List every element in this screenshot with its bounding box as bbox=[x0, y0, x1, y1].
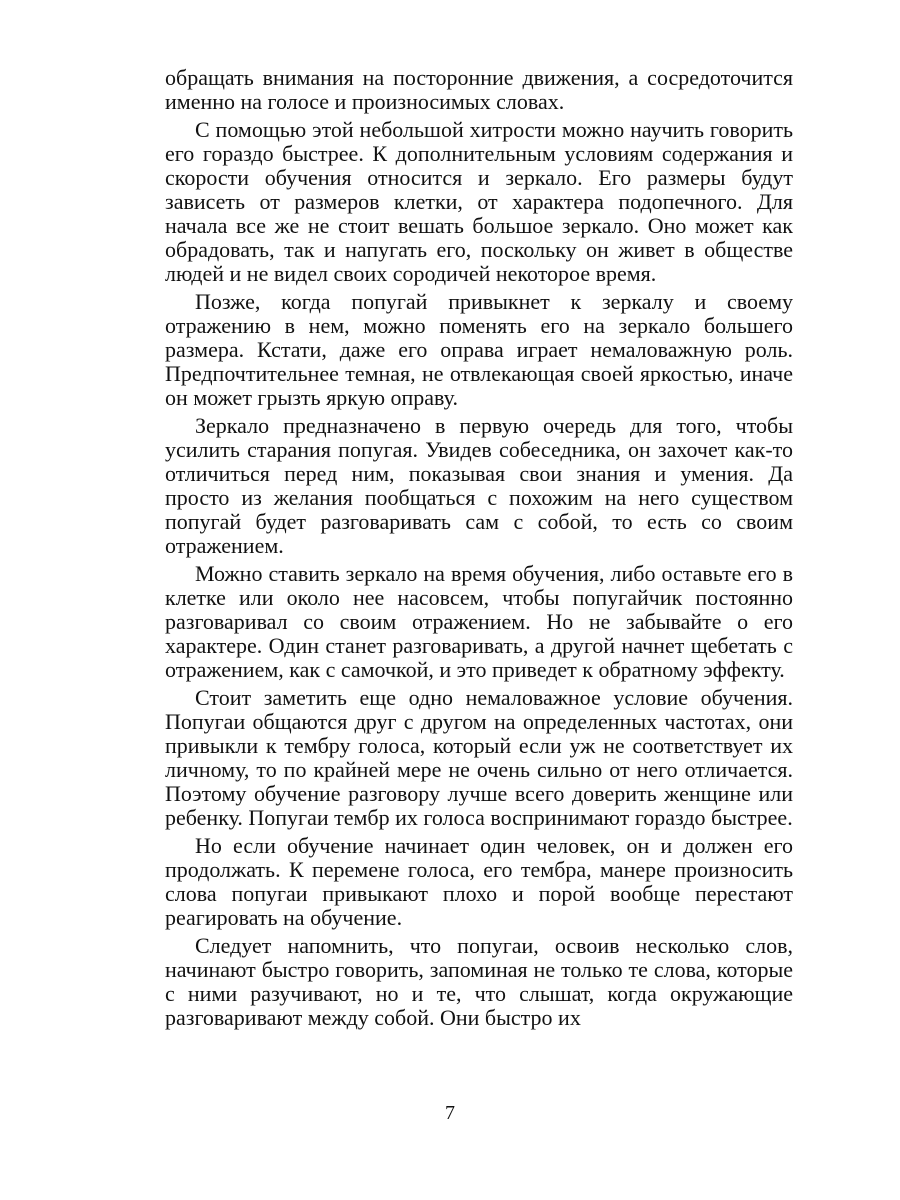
paragraph-6: Стоит заметить еще одно немаловажное условие обучения. Попугаи общаются друг с другом на определенных частотах, они привыкли к тембру голоса, который если уж не соответствует их личному, то по крайней мере не очень сильно от него отличается. Поэтому обучение разговору лучше всего доверить женщине или ребенку. Попугаи тембр их голоса воспринимают гораздо быстрее. bbox=[165, 685, 793, 830]
paragraph-3: Позже, когда попугай привыкнет к зеркалу и своему отражению в нем, можно поменять его на зеркало большего размера. Кстати, даже его оправа играет немаловажную роль. Предпочтительнее темная, не отвлекающая своей яркостью, иначе он может грызть яркую оправу. bbox=[165, 289, 793, 410]
paragraph-1: обращать внимания на посторонние движения, а сосредоточится именно на голосе и произносимых словах. bbox=[165, 65, 793, 114]
paragraph-4: Зеркало предназначено в первую очередь для того, чтобы усилить старания попугая. Увидев собеседника, он захочет как-то отличиться перед ним, показывая свои знания и умения. Да просто из желания пообщаться с похожим на него существом попугай будет разговаривать сам с собой, то есть со своим отражением. bbox=[165, 413, 793, 558]
page-number: 7 bbox=[445, 1102, 455, 1124]
paragraph-5: Можно ставить зеркало на время обучения, либо оставьте его в клетке или около нее насовсем, чтобы попугайчик постоянно разговаривал со своим отражением. Но не забывайте о его характере. Один станет разговаривать, а другой начнет щебетать с отражением, как с самочкой, и это приведет к обратному эффекту. bbox=[165, 561, 793, 682]
paragraph-7: Но если обучение начинает один человек, он и должен его продолжать. К перемене голоса, его тембра, манере произносить слова попугаи привыкают плохо и порой вообще перестают реагировать на обучение. bbox=[165, 833, 793, 930]
paragraph-2: С помощью этой небольшой хитрости можно научить говорить его гораздо быстрее. К дополнительным условиям содержания и скорости обучения относится и зеркало. Его размеры будут зависеть от размеров клетки, от характера подопечного. Для начала все же не стоит вешать большое зеркало. Оно может как обрадовать, так и напугать его, поскольку он живет в обществе людей и не видел своих сородичей некоторое время. bbox=[165, 117, 793, 286]
body-text bbox=[165, 66, 793, 1034]
paragraph-8: Следует напомнить, что попугаи, освоив несколько слов, начинают быстро говорить, запоминая не только те слова, которые с ними разучивают, но и те, что слышат, когда окружающие разговаривают между собой. Они быстро их bbox=[165, 933, 793, 1030]
